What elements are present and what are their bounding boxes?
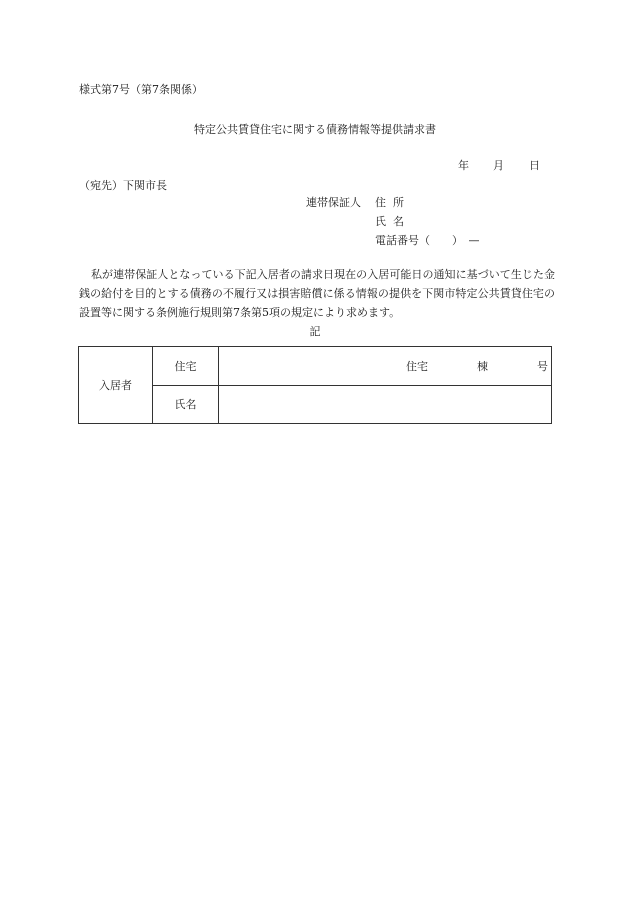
addressee: （宛先）下関市長 [79,179,167,192]
guarantor-phone-label: 電話番号（ ） — [375,234,480,247]
document-title: 特定公共賃貸住宅に関する債務情報等提供請求書 [194,123,436,136]
guarantor-address-label: 住所 [375,196,411,209]
date-year-label: 年 [458,159,469,172]
unit-suffix-label: 号 [537,359,548,373]
housing-suffix-label: 住宅 [406,359,428,373]
guarantor-name-label: 氏名 [375,215,411,228]
date-day-label: 日 [529,159,540,172]
resident-name-field[interactable] [219,385,552,424]
form-number: 様式第7号（第7条関係） [79,83,203,96]
ki-marker: 記 [309,325,321,338]
table-row-housing [79,347,552,386]
name-label: 氏名 [153,385,219,424]
request-body-text: 私が連帯保証人となっている下記入居者の請求日現在の入居可能日の通知に基づいて生じた金銭の給付を目的とする債務の不履行又は損害賠償に係る情報の提供を下関市特定公共賃貸住宅の設置等に関する条例施行規則第7条第5項の規定により求めます。 [79,268,555,319]
building-suffix-label: 棟 [477,359,488,373]
housing-field[interactable] [219,347,552,386]
housing-label: 住宅 [153,347,219,386]
date-month-label: 月 [493,159,504,172]
resident-table [78,346,552,424]
guarantor-role: 連帯保証人 [306,196,361,209]
resident-header: 入居者 [79,347,153,424]
